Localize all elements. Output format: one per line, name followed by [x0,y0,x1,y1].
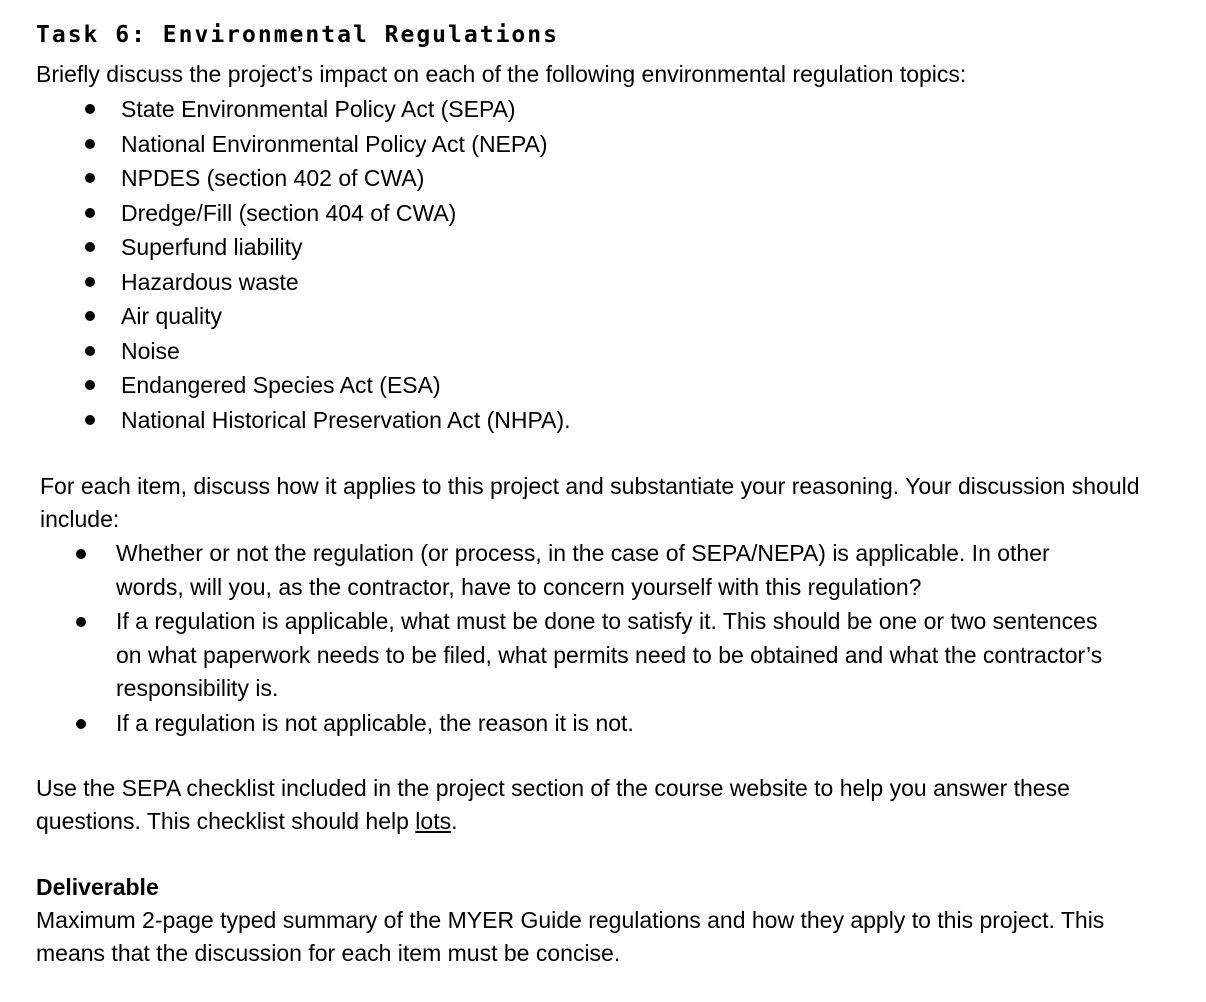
bullet-icon [85,139,95,149]
bullet-icon [85,380,95,390]
bullet-icon [85,346,95,356]
list-item [0,605,1116,706]
sepa-note-end: . [451,808,458,834]
list-item-text: Dredge/Fill (section 404 of CWA) [121,199,457,226]
list-item-text: Endangered Species Act (ESA) [121,372,441,398]
deliverable-text: Maximum 2-page typed summary of the MYER Guide regulations and how they apply to this project. This means that the discussion for each item must be concise. [36,907,1105,966]
bullet-icon [76,617,86,627]
deliverable-heading: Deliverable [36,874,159,900]
bullet-icon [76,719,86,729]
intro-paragraph: Briefly discuss the project’s impact on each of the following environmental regulation topics: [36,61,967,87]
list-item-text: Superfund liability [121,234,303,260]
list-item-text: NPDES (section 402 of CWA) [121,165,425,191]
list-item-text: National Environmental Policy Act (NEPA) [121,130,548,157]
list-item-text: State Environmental Policy Act (SEPA) [121,96,516,122]
list-item-text: Air quality [121,303,222,329]
sepa-note-text: Use the SEPA checklist included in the project section of the course website to help you answer these questions. This checklist should help [36,775,1070,834]
bullet-icon [76,549,86,559]
list-item-text: National Historical Preservation Act (NHPA). [121,406,571,433]
list-item-text: Hazardous waste [121,268,299,295]
bullet-icon [85,311,95,321]
list-item-text: Whether or not the regulation (or process, in the case of SEPA/NEPA) is applicable. In other words, will you, as the contractor, have to concern yourself with this regulation? [116,540,1050,600]
list-item-text: Noise [121,337,180,364]
bullet-icon [85,208,95,218]
bullet-icon [85,415,95,425]
sepa-note [36,772,1136,838]
discussion-points-list [0,537,1206,741]
bullet-icon [85,173,95,183]
emphasis-underline: lots [415,808,452,834]
bullet-icon [85,242,95,252]
task-title: Task 6: Environmental Regulations [36,22,559,48]
list-item-text: If a regulation is applicable, what must be done to satisfy it. This should be one or two sentences on what paperwork needs to be filed, what permits need to be obtained and what the contractor’s responsibility is. [116,608,1103,701]
discussion-intro: For each item, discuss how it applies to this project and substantiate your reasoning. Your discussion should include: [40,473,1140,532]
list-item-text: If a regulation is not applicable, the reason it is not. [116,709,634,736]
list-item [0,537,1116,604]
list-item [0,707,1116,741]
bullet-icon [85,104,95,114]
bullet-icon [85,277,95,287]
